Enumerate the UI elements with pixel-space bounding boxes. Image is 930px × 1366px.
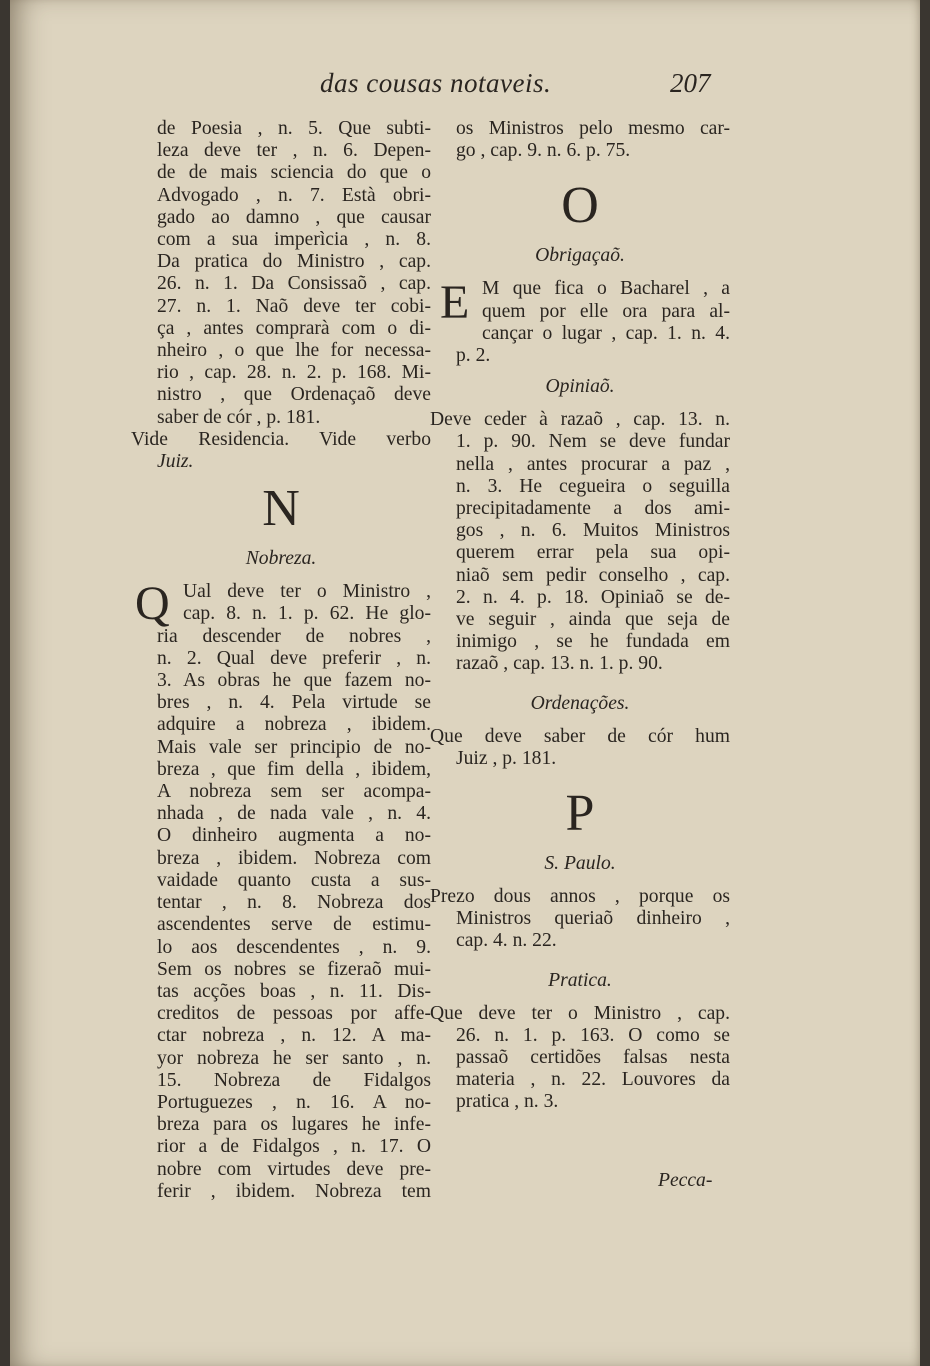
text-line: Deve ceder à razaõ , cap. 13. n. — [430, 409, 730, 431]
text-line: 1. p. 90. Nem se deve fundar — [456, 431, 730, 453]
page-header — [10, 68, 920, 108]
text-line: breza , que fim della , ibidem, — [157, 758, 431, 780]
heading-obrigacao: Obrigaçaõ. — [535, 245, 625, 267]
text-line: ascendentes serve de estimu- — [157, 914, 431, 936]
text-line: cançar o lugar , cap. 1. n. 4. — [482, 322, 730, 344]
heading-nobreza: Nobreza. — [245, 548, 317, 570]
text-line: com a sua imperìcia , n. 8. — [157, 229, 431, 251]
text-line: os Ministros pelo mesmo car- — [456, 118, 730, 139]
text-line: breza para os lugares he infe- — [157, 1114, 431, 1136]
text-line: 3. As obras he que fazem no- — [157, 670, 431, 692]
vide-reference: Juiz. — [157, 451, 194, 473]
section-letter-o: O — [561, 177, 599, 235]
heading-pratica: Pratica. — [548, 969, 612, 991]
text-line: O dinheiro augmenta a no- — [157, 825, 431, 847]
text-line: creditos de pessoas por affe- — [157, 1003, 431, 1025]
text-line: 26. n. 1. p. 163. O como se — [456, 1024, 730, 1046]
text-line: ça , antes comprarà com o di- — [157, 317, 431, 339]
text-line: passaõ certidões falsas nesta — [456, 1047, 730, 1069]
text-line: tas acções boas , n. 11. Dis- — [157, 980, 431, 1002]
text-line: n. 3. He cegueira o seguilla — [456, 475, 730, 497]
text-line: niaõ sem pedir conselho , cap. — [456, 564, 730, 586]
text-line: leza deve ter , n. 6. Depen- — [157, 140, 431, 162]
text-line: ctar nobreza , n. 12. A ma- — [157, 1025, 431, 1047]
left-column — [131, 118, 431, 1203]
text-line: ferir , ibidem. Nobreza tem — [157, 1180, 431, 1202]
text-line: Portuguezes , n. 16. A no- — [157, 1091, 431, 1113]
text-line: n. 2. Qual deve preferir , n. — [157, 647, 431, 669]
text-line: breza , ibidem. Nobreza com — [157, 847, 431, 869]
text-line: nhada , de nada vale , n. 4. — [157, 803, 431, 825]
text-line: yor nobreza he ser santo , n. — [157, 1047, 431, 1069]
text-line: razaõ , cap. 13. n. 1. p. 90. — [456, 653, 663, 675]
page-number: 207 — [670, 68, 711, 98]
vide-reference: Vide Residencia. Vide verbo — [131, 428, 431, 450]
text-line: Sem os nobres se fizeraõ mui- — [157, 958, 431, 980]
text-line: 26. n. 1. Da Consissaõ , cap. — [157, 273, 431, 295]
entry-pratica — [430, 1003, 730, 1114]
section-letter-n: N — [262, 480, 300, 538]
book-page — [10, 0, 920, 1366]
entry-opiniao — [430, 409, 730, 675]
text-line: inimigo , se he fundada em — [456, 631, 730, 653]
text-line: bres , n. 4. Pela virtude se — [157, 692, 431, 714]
text-line: vaidade quanto custa a sus- — [157, 869, 431, 891]
text-line: nistro , que Ordenaçaõ deve — [157, 384, 431, 406]
text-line: go , cap. 9. n. 6. p. 75. — [456, 140, 631, 162]
text-line: saber de cór , p. 181. — [157, 406, 321, 428]
text-line: precipitadamente a dos ami- — [456, 498, 730, 520]
text-line: nella , antes procurar a paz , — [456, 453, 730, 475]
heading-s-paulo: S. Paulo. — [544, 853, 616, 875]
text-line: p. 2. — [456, 345, 491, 367]
entry-s-paulo — [430, 886, 730, 953]
text-line: gos , n. 6. Muitos Ministros — [456, 520, 730, 542]
text-line: de Poesia , n. 5. Que subti- — [157, 118, 431, 139]
text-line: tentar , n. 8. Nobreza dos — [157, 892, 431, 914]
text-line: materia , n. 22. Louvores da — [456, 1069, 730, 1091]
text-line: M que fica o Bacharel , a — [482, 278, 730, 300]
text-line: 2. n. 4. p. 18. Opiniaõ se de- — [456, 586, 730, 608]
text-line: ria descender de nobres , — [157, 625, 431, 647]
entry-continuation — [430, 118, 730, 162]
running-title: das cousas notaveis. — [320, 68, 552, 98]
text-line: lo aos descendentes , n. 9. — [157, 936, 431, 958]
text-line: ve seguir , ainda que seja de — [456, 609, 730, 631]
heading-ordenacoes: Ordenações. — [530, 692, 630, 714]
text-line: cap. 4. n. 22. — [456, 930, 557, 952]
drop-cap-e: E — [440, 276, 470, 330]
entry-obrigacao — [430, 278, 730, 367]
text-line: Juiz , p. 181. — [456, 747, 557, 769]
text-line: nobre com virtudes deve pre- — [157, 1158, 431, 1180]
text-line: A nobreza sem ser acompa- — [157, 781, 431, 803]
text-line: Ministros queriaõ dinheiro , — [456, 908, 730, 930]
text-line: querem errar pela sua opi- — [456, 542, 730, 564]
text-line: Prezo dous annos , porque os — [430, 886, 730, 908]
catchword: Pecca- — [658, 1170, 713, 1191]
text-line: quem por elle ora para al- — [482, 300, 730, 322]
text-line: adquire a nobreza , ibidem. — [157, 714, 431, 736]
text-line: nheiro , o que lhe for necessa- — [157, 340, 431, 362]
text-line: Da pratica do Ministro , cap. — [157, 251, 431, 273]
text-line: rior a de Fidalgos , n. 17. O — [157, 1136, 431, 1158]
text-line: rio , cap. 28. n. 2. p. 168. Mi- — [157, 362, 431, 384]
text-line: 27. n. 1. Naõ deve ter cobi- — [157, 295, 431, 317]
drop-cap-q: Q — [135, 577, 170, 631]
entry-ordenacoes — [430, 726, 730, 770]
text-line: de de mais sciencia do que o — [157, 162, 431, 184]
right-column — [430, 118, 730, 1114]
heading-opiniao: Opiniaõ. — [545, 376, 615, 398]
text-line: Ual deve ter o Ministro , — [183, 581, 431, 603]
text-line: Advogado , n. 7. Està obri- — [157, 184, 431, 206]
text-line: gado ao damno , que causar — [157, 206, 431, 228]
text-line: cap. 8. n. 1. p. 62. He glo- — [183, 603, 431, 625]
entry-nobreza — [131, 577, 431, 1203]
text-line: Que deve ter o Ministro , cap. — [430, 1002, 730, 1024]
text-line: 15. Nobreza de Fidalgos — [157, 1069, 431, 1091]
section-letter-p: P — [565, 785, 595, 843]
text-line: Mais vale ser principio de no- — [157, 736, 431, 758]
text-line: Que deve saber de cór hum — [430, 725, 730, 747]
text-line: pratica , n. 3. — [456, 1091, 559, 1113]
entry-continuation — [131, 118, 431, 473]
